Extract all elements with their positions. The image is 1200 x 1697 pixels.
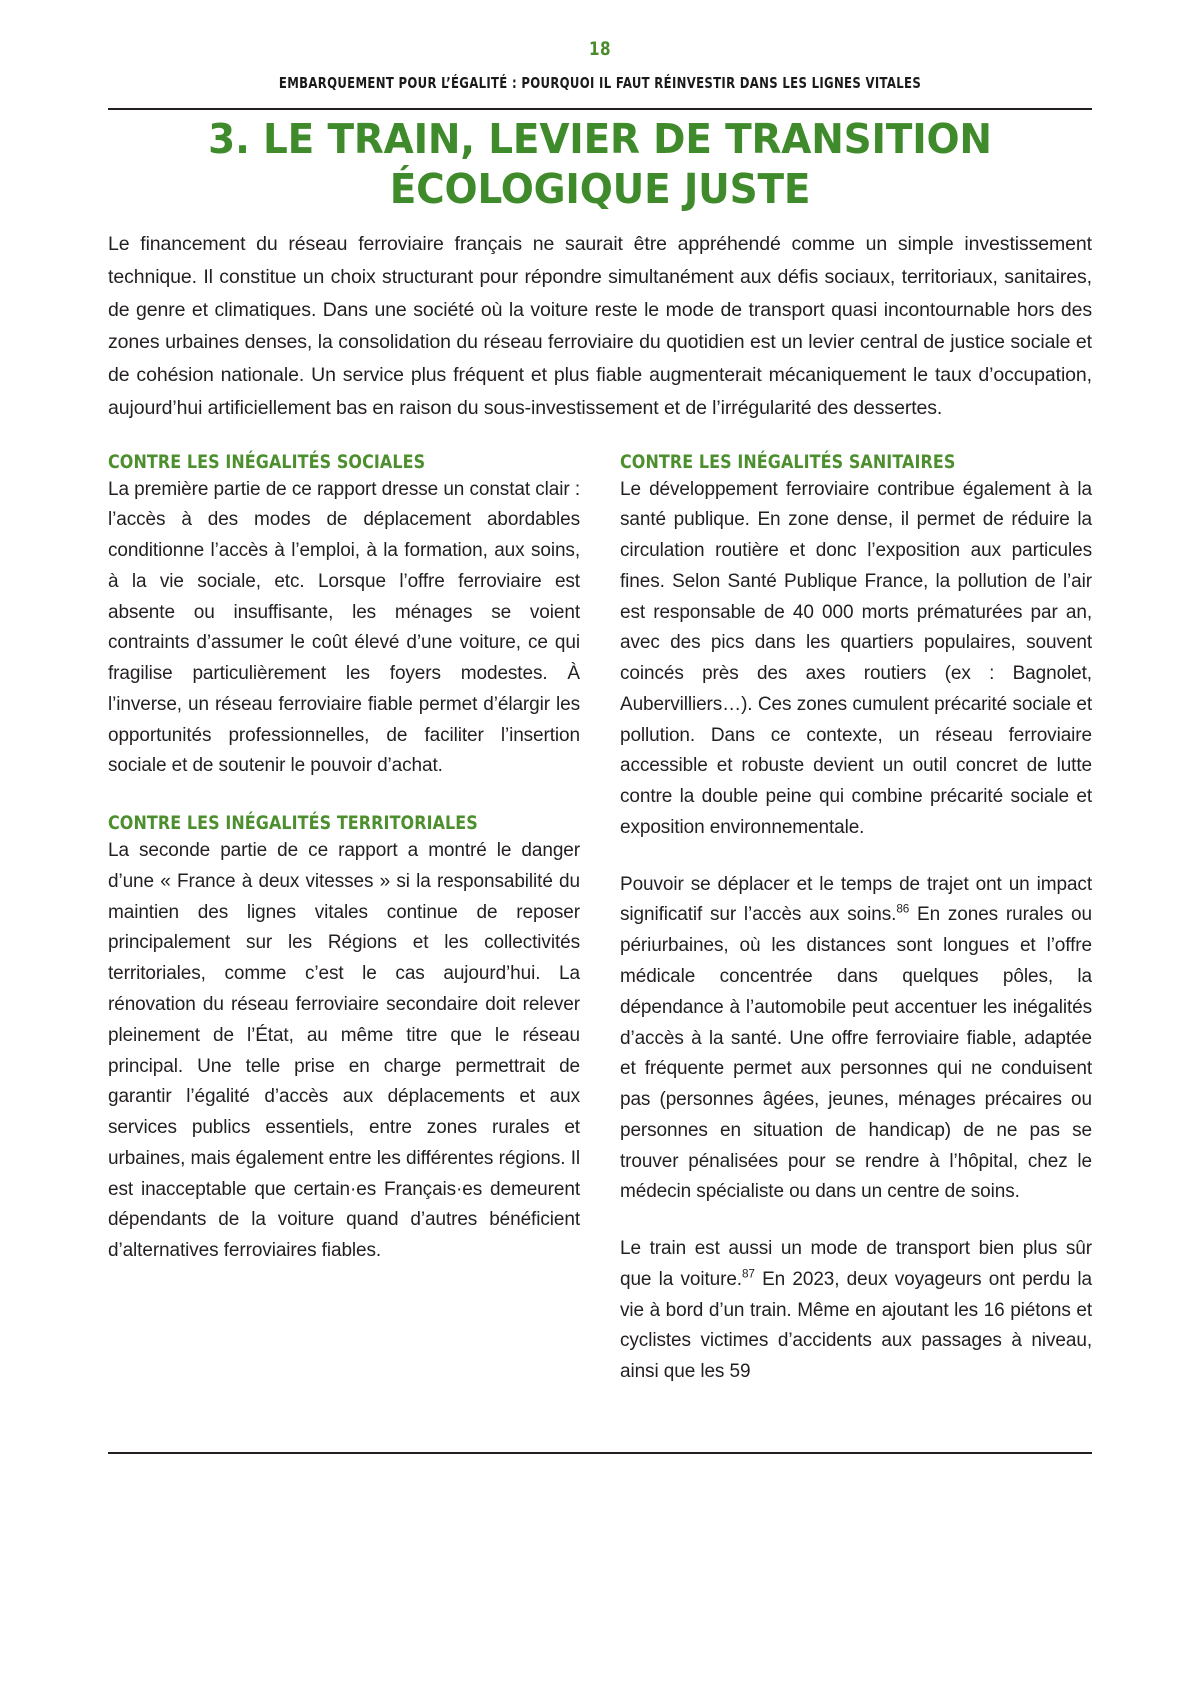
paragraph-acces-soins-part2: En zones rurales ou périurbaines, où les distances sont longues et l’offre médicale concentrée dans quelques pôles, la dépendance à l’automobile peut accentuer les inégalités d’accès à la santé. Une offre ferroviaire fiable, adaptée et fréquente permet aux personnes qui ne conduisent pas (personnes âgées, jeunes, ménages précaires ou personnes en situation de handicap) de ne pas se trouver pénalisées pour se rendre à l’hôpital, chez le médecin spécialiste ou dans un centre de soins. — [620, 904, 1092, 1203]
two-column-body — [108, 451, 1092, 1388]
section-heading-inegalites-sanitaires: CONTRE LES INÉGALITÉS SANITAIRES — [620, 450, 956, 473]
paragraph-securite-train — [620, 1234, 1092, 1388]
section-body-inegalites-territoriales: La seconde partie de ce rapport a montré le danger d’une « France à deux vitesses » si la responsabilité du maintien des lignes vitales continue de reposer principalement sur les Régions et les collectivités territoriales, comme c’est le cas aujourd’hui. La rénovation du réseau ferroviaire secondaire doit relever pleinement de l’État, au même titre que le réseau principal. Une telle prise en charge permettrait de garantir l’égalité d’accès aux déplacements et aux services publics essentiels, entre zones rurales et urbaines, mais également entre les différentes régions. Il est inacceptable que certain·es Français·es demeurent dépendants de la voiture quand d’autres bénéficient d’alternatives ferroviaires fiables. — [108, 840, 580, 1262]
page-number: 18 — [589, 38, 611, 60]
footer-divider — [108, 1452, 1092, 1454]
right-column — [620, 451, 1092, 1388]
footnote-ref-86[interactable]: 86 — [896, 903, 910, 917]
paragraph-securite-train-part1: Le train est aussi un mode de transport bien plus sûr que la voiture. — [620, 1238, 1092, 1290]
paragraph-acces-soins — [620, 870, 1092, 1208]
section-body-inegalites-sanitaires: Le développement ferroviaire contribue également à la santé publique. En zone dense, il permet de réduire la circulation routière et donc l’exposition aux particules fines. Selon Santé Publique France, la pollution de l’air est responsable de 40 000 morts prématurées par an, avec des pics dans les quartiers populaires, souvent coincés près des axes routiers (ex : Bagnolet, Aubervilliers…). Ces zones cumulent précarité sociale et pollution. Dans ce contexte, un réseau ferroviaire accessible et robuste devient un outil concret de lutte contre la double peine qui combine précarité sociale et exposition environnementale. — [620, 478, 1092, 838]
running-header: EMBARQUEMENT POUR L’ÉGALITÉ : POURQUOI IL FAUT RÉINVESTIR DANS LES LIGNES VITALES — [278, 74, 922, 92]
section-heading-inegalites-territoriales: CONTRE LES INÉGALITÉS TERRITORIALES — [108, 812, 478, 835]
paragraph-acces-soins-part1: Pouvoir se déplacer et le temps de trajet ont un impact significatif sur l’accès aux soins. — [620, 873, 1092, 926]
page-content — [0, 214, 1200, 1388]
page-title: 3. LE TRAIN, LEVIER DE TRANSITION ÉCOLOGIQUE JUSTE — [208, 115, 992, 214]
section-body-inegalites-sociales: La première partie de ce rapport dresse un constat clair : l’accès à des modes de déplacement abordables conditionne l’accès à l’emploi, à la formation, aux soins, à la vie sociale, etc. Lorsque l’offre ferroviaire est absente ou insuffisante, les ménages se voient contraints d’assumer le coût élevé d’une voiture, ce qui fragilise particulièrement les foyers modestes. À l’inverse, un réseau ferroviaire fiable permet d’élargir les opportunités professionnelles, de faciliter l’insertion sociale et de soutenir le pouvoir d’achat. — [108, 478, 580, 777]
paragraph-securite-train-part2: En 2023, deux voyageurs ont perdu la vie à bord d’un train. Même en ajoutant les 16 piétons et cyclistes victimes d’accidents aux passages à niveau, ainsi que les 59 — [620, 1268, 1092, 1383]
footnote-ref-87[interactable]: 87 — [741, 1267, 755, 1281]
intro-paragraph: Le financement du réseau ferroviaire français ne saurait être appréhendé comme un simple investissement technique. Il constitue un choix structurant pour répondre simultanément aux défis sociaux, territoriaux, sanitaires, de genre et climatiques. Dans une société où la voiture reste le mode de transport quasi incontournable hors des zones urbaines denses, la consolidation du réseau ferroviaire du quotidien est un levier central de justice sociale et de cohésion nationale. Un service plus fréquent et plus fiable augmenterait mécaniquement le taux d’occupation, aujourd’hui artificiellement bas en raison du sous-investissement et de l’irrégularité des dessertes. — [108, 233, 1092, 419]
left-column — [108, 451, 580, 1267]
section-heading-inegalites-sociales: CONTRE LES INÉGALITÉS SOCIALES — [108, 450, 426, 473]
